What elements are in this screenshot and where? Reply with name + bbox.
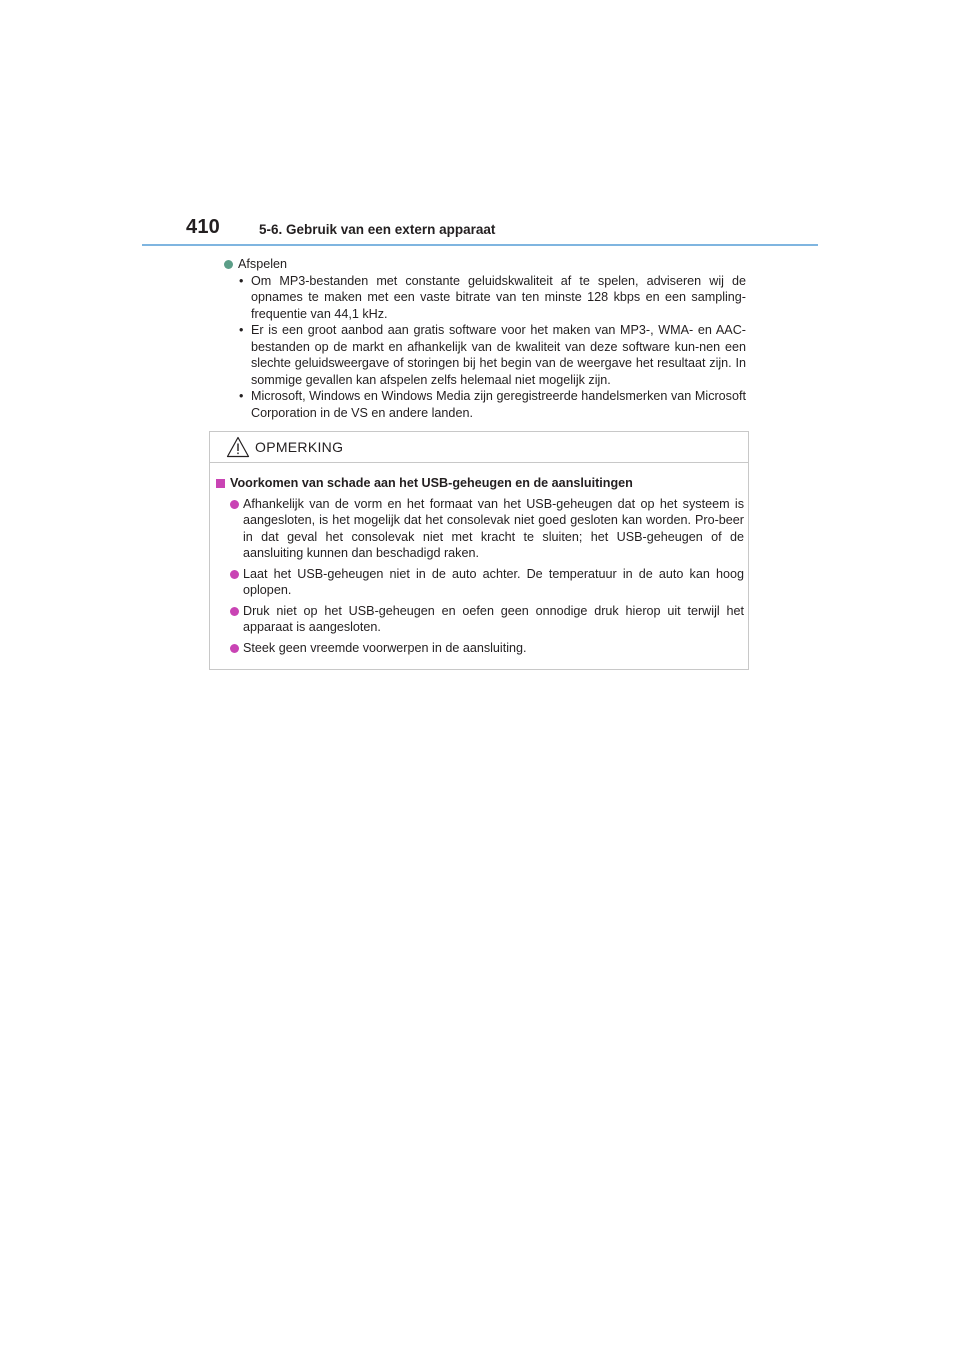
page-number: 410 <box>186 216 220 238</box>
list-item <box>224 273 746 323</box>
list-item <box>216 640 744 657</box>
notice-body <box>216 475 744 660</box>
green-bullet-icon <box>224 260 233 269</box>
list-item-text: Laat het USB-geheugen niet in de auto achter. De temperatuur in de auto kan hoog oplopen. <box>243 566 744 597</box>
list-item <box>216 496 744 562</box>
notice-subheading: Voorkomen van schade aan het USB-geheugen en de aansluitingen <box>230 476 633 490</box>
pink-bullet-icon <box>230 570 239 579</box>
list-item-text: Steek geen vreemde voorwerpen in de aansluiting. <box>243 640 527 655</box>
list-item-text: Er is een groot aanbod aan gratis software voor het maken van MP3-, WMA- en AAC-bestanden op de markt en afhankelijk van de kwaliteit van deze software kun-nen een slechte geluidsweergave of storingen bij het begin van de weergave het resultaat zijn. In sommige gevallen kan afspelen zelfs helemaal niet mogelijk zijn. <box>251 323 746 387</box>
playback-section <box>224 256 746 421</box>
list-item-text: Microsoft, Windows en Windows Media zijn geregistreerde handelsmerken van Microsoft Corporation in de VS en andere landen. <box>251 389 746 420</box>
notice-subheading-row <box>216 475 744 492</box>
header-rule <box>142 244 818 246</box>
page-header <box>142 214 818 246</box>
list-item-text: Om MP3-bestanden met constante geluidskwaliteit af te spelen, adviseren wij de opnames te maken met een vaste bitrate van ten minste 128 kbps en een sampling-frequentie van 44,1 kHz. <box>251 273 746 321</box>
bullet-icon: • <box>239 389 244 403</box>
bullet-icon: • <box>239 323 244 337</box>
playback-heading-row <box>224 256 746 273</box>
notice-box <box>209 431 749 670</box>
pink-bullet-icon <box>230 644 239 653</box>
notice-title: OPMERKING <box>255 439 344 455</box>
list-item <box>216 603 744 636</box>
pink-bullet-icon <box>230 500 239 509</box>
playback-list <box>224 273 746 422</box>
list-item-text: Afhankelijk van de vorm en het formaat van het USB-geheugen dat op het systeem is aangesloten, is het mogelijk dat het consolevak niet goed gesloten kan worden. Pro-beer in dat geval het consolevak niet met kracht te sluiten; het USB-geheugen of de aansluiting kunnen dan beschadigd raken. <box>243 496 744 560</box>
list-item-text: Druk niet op het USB-geheugen en oefen geen onnodige druk hierop uit terwijl het apparaat is aangesloten. <box>243 603 744 634</box>
notice-header <box>210 432 748 463</box>
pink-square-icon <box>216 479 225 488</box>
list-item <box>216 566 744 599</box>
bullet-icon: • <box>239 273 244 288</box>
section-title: 5-6. Gebruik van een extern apparaat <box>259 222 496 237</box>
list-item <box>224 322 746 388</box>
warning-triangle-icon <box>226 436 250 458</box>
list-item <box>224 388 746 421</box>
playback-heading: Afspelen <box>238 257 288 271</box>
pink-bullet-icon <box>230 607 239 616</box>
